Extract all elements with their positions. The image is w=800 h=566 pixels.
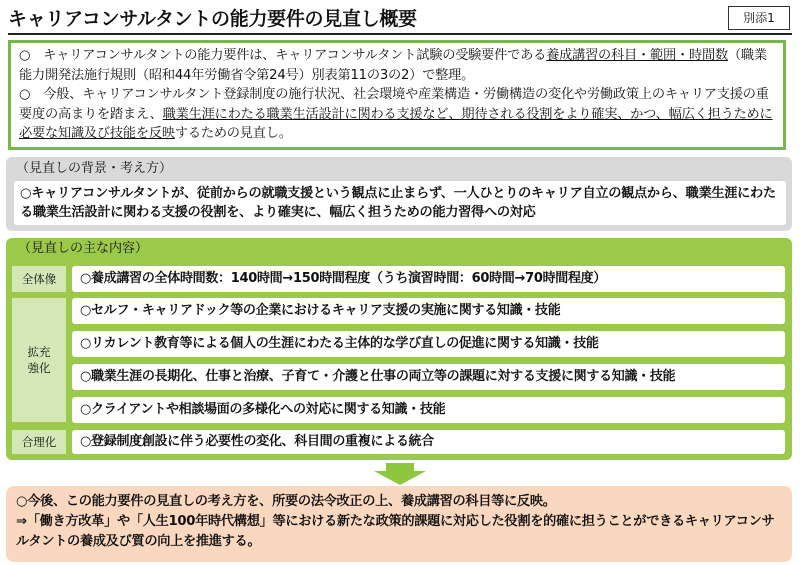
label-expand: 拡充 強化 [12, 298, 66, 422]
background-body: ○キャリアコンサルタントが、従前からの就職支援という観点に止まらず、一人ひとりのキャリア自立の観点から、職業生涯にわたる職業生活設計に関わる支援の役割を、より確実に、幅広く担うための能力習得への対応 [14, 181, 786, 225]
summary-paragraph-2: ○ 今般、キャリアコンサルタント登録制度の施行状況、社会環境や産業構造・労働構造の変化や労働政策上のキャリア支援の重要度の高まりを踏まえ、職業生涯にわたる職業生活設計に関わる支援など、期待される役割をより確実、かつ、幅広く担うために必要な知識及び技能を反映するための見直し。 [19, 87, 773, 141]
down-arrow-icon [370, 463, 430, 485]
page-title: キャリアコンサルタントの能力要件の見直し概要 [8, 8, 417, 30]
summary-paragraph-1: ○ キャリアコンサルタントの能力要件は、キャリアコンサルタント試験の受験要件である養成講習の科目・範囲・時間数（職業能力開発法施行規則（昭和44年労働省令第24号）別表第11の3の2）で整理。 [19, 48, 767, 83]
conclusion-line-2: ⇒「働き方改革」や「人生100年時代構想」等における新たな政策的課題に対応した役割を的確に担うことができるキャリアコンサルタントの養成及び質の向上を推進する。 [16, 514, 775, 549]
title-divider [8, 33, 792, 35]
underlined-text: 養成講習の科目・範囲・時間数 [546, 48, 728, 63]
background-heading: （見直しの背景・考え方） [16, 161, 173, 176]
item-self-career-dock: ○セルフ・キャリアドック等の企業におけるキャリア支援の実施に関する知識・技能 [72, 298, 785, 324]
conclusion-line-1: ○今後、この能力要件の見直しの考え方を、所要の法令改正の上、養成講習の科目等に反映。 [16, 494, 556, 509]
background-section [6, 157, 792, 231]
item-client-diversity: ○クライアントや相談場面の多様化への対応に関する知識・技能 [72, 397, 785, 423]
underlined-text: 職業生涯にわたる職業生活設計に関わる支援など、期待される役割をより確実、かつ、幅広く担うために必要な知識及び技能を反映 [19, 106, 773, 141]
conclusion-box [6, 486, 792, 562]
summary-box [8, 40, 786, 150]
label-rationalize: 合理化 [12, 430, 66, 454]
main-content-section [6, 238, 792, 460]
item-long-career-support: ○職業生涯の長期化、仕事と治療、子育て・介護と仕事の両立等の課題に対する支援に関する知識・技能 [72, 364, 785, 390]
item-integration: ○登録制度創設に伴う必要性の変化、科目間の重複による統合 [72, 430, 785, 454]
label-overall: 全体像 [12, 266, 66, 292]
attachment-badge: 別添1 [728, 6, 790, 30]
main-content-heading: （見直しの主な内容） [18, 241, 149, 256]
item-total-hours: ○養成講習の全体時間数：140時間→150時間程度（うち演習時間：60時間→70時間程度） [72, 266, 785, 292]
item-recurrent-education: ○リカレント教育等による個人の生涯にわたる主体的な学び直しの促進に関する知識・技能 [72, 331, 785, 357]
